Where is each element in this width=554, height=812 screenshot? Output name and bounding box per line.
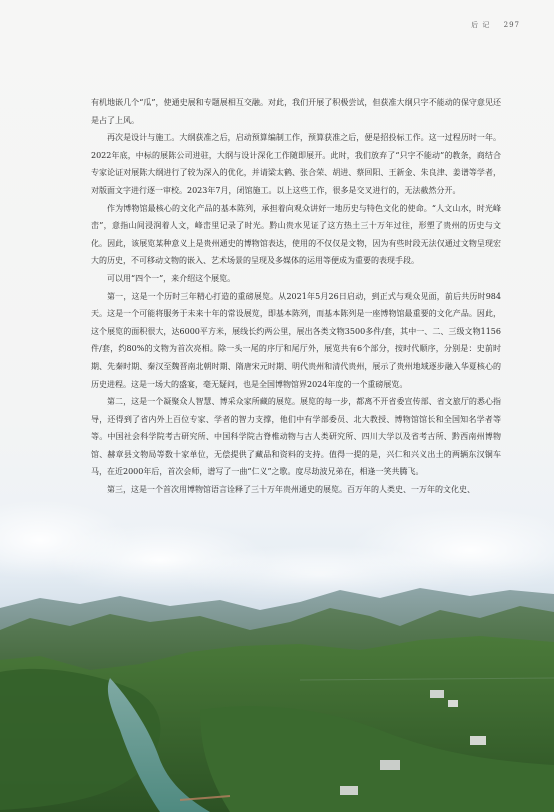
section-title: 后 记 xyxy=(471,21,491,29)
body-text xyxy=(91,94,501,499)
paragraph-second-point: 第二，这是一个凝聚众人智慧、博采众家所藏的展览。展览的每一步，都离不开省委宣传部、省文旅厅的悉心指导，还得到了省内外上百位专家、学者的智力支撑，他们中有学部委员、北大教授、博物馆馆长和全国知名学者等等。中国社会科学院考古研究所、中国科学院古脊椎动物与古人类研究所、四川大学以及省考古所、黔西南州博物馆、赫章县文物局等数十家单位，无偿提供了藏品和资料的支持。值得一提的是，兴仁和兴义出土的两辆东汉铜车马，在近2000年后，首次会师，谱写了一曲“仁义”之歌。度尽劫波兄弟在，相逢一笑共腾飞。 xyxy=(91,397,501,477)
page-number: 297 xyxy=(503,21,520,29)
paragraph-third-point: 第三，这是一个首次用博物馆语言诠释了三十万年贵州通史的展览。百万年的人类史、一万年的文化史、 xyxy=(107,485,475,495)
running-head xyxy=(461,20,520,30)
mountain-landscape-photo xyxy=(0,560,554,812)
paragraph-design-construction: 再次是设计与施工。大纲获准之后，启动预算编制工作，预算获准之后，便是招投标工作。这一过程历时一年。2022年底，中标的展陈公司进驻，大纲与设计深化工作随即展开。此时，我们放弃了“只字不能动”的教条，商结合专家论证对展陈大纲进行了较为深入的优化，并请梁太鹤、张合荣、胡进、蔡回阳、王新金、朱良津、姜谱等学者，对版面文字进行逐一审校。2023年7月，闭馆施工。以上这些工作，很多是交叉进行的，无法截然分开。 xyxy=(91,133,501,195)
paragraph-four-ones-intro: 可以用“四个一”，来介绍这个展览。 xyxy=(107,273,236,283)
paragraph-continued: 有机地嵌几个“瓜”，使通史展和专题展相互交融。对此，我们开展了积极尝试，但获准大纲只字不能动的保守意见还是占了上风。 xyxy=(91,98,501,125)
paragraph-core-exhibition: 作为博物馆最核心的文化产品的基本陈列，承担着向观众讲好一地历史与特色文化的使命。“人文山水，时光峰峦”，意指山间浸润着人文，峰峦里记录了时光。黔山贵水见证了这方热土三十万年过往，形塑了贵州的历史与文化。因此，该展览某种意义上是贵州通史的博物馆表达，使用的不仅仅是文物，因为有些时段无法仅通过文物呈现宏大的历史，不可移动文物的嵌入、艺术场景的呈现及多媒体的运用等便成为重要的表现手段。 xyxy=(91,203,501,266)
paragraph-first-point: 第一，这是一个历时三年精心打造的重磅展览。从2021年5月26日启动，到正式与观众见面，前后共历时984天。这是一个可能将服务于未来十年的常设展览，即基本陈列，而基本陈列是一座博物馆最重要的文化产品。因此，这个展览的面积很大，达6000平方米，展线长约两公里，展出各类文物3500多件/套，其中一、二、三级文物1156件/套，约80%的文物为首次亮相。除一头一尾的序厅和尾厅外，展览共有6个部分，按时代顺序，分别是：史前时期、先秦时期、秦汉至魏晋南北朝时期、隋唐宋元时期、明代贵州和清代贵州，展示了贵州地域逐步融入华夏核心的历史进程。这是一场大的盛宴，毫无疑问，也是全国博物馆界2024年度的一个重磅展览。 xyxy=(91,291,501,389)
